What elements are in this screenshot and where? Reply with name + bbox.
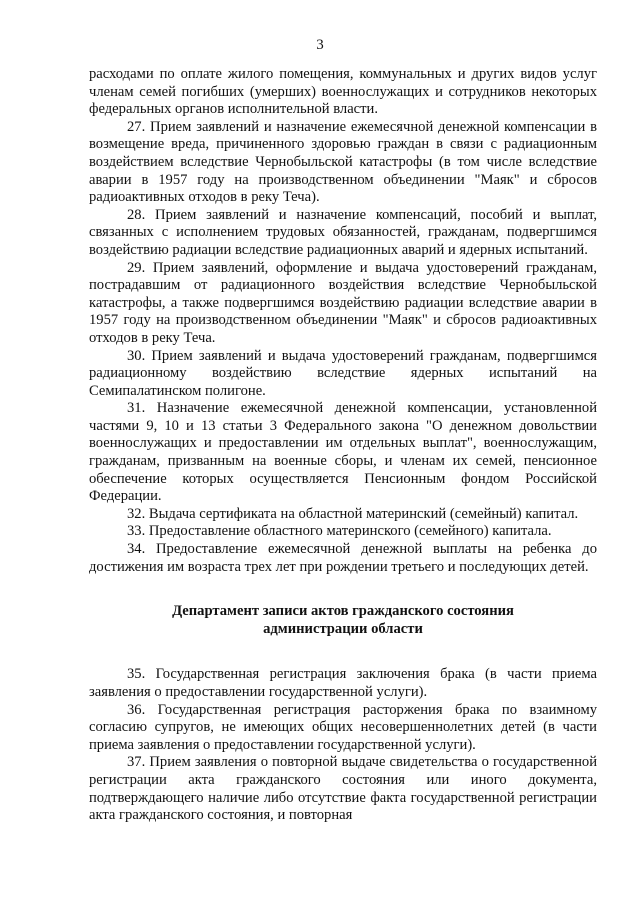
paragraph-30: 30. Прием заявлений и выдача удостоверений гражданам, подвергшимся радиационному воздействию вследствие ядерных испытаний на Семипалатинском полигоне. <box>89 347 597 399</box>
section-heading-line-1: Департамент записи актов гражданского состояния <box>172 603 514 620</box>
paragraph-28: 28. Прием заявлений и назначение компенсаций, пособий и выплат, связанных с исполнением трудовых обязанностей, гражданам, подвергшимся воздействию радиации вследствие радиационных аварий и ядерных испытаний. <box>89 206 597 258</box>
paragraph-32: 32. Выдача сертификата на областной материнский (семейный) капитал. <box>127 505 579 522</box>
paragraph-36: 36. Государственная регистрация расторжения брака по взаимному согласию супругов, не имеющих общих несовершеннолетних детей (в части приема заявления о предоставлении государственной услуги). <box>89 701 597 753</box>
paragraph-31: 31. Назначение ежемесячной денежной компенсации, установленной частями 9, 10 и 13 статьи 3 Федерального закона "О денежном довольствии военнослужащих и предоставлении им отдельных выплат", военнослужащим, гражданам, призванным на военные сборы, и членам их семей, пенсионное обеспечение которых осуществляется Пенсионным фондом Российской Федерации. <box>89 400 597 505</box>
paragraph-29: 29. Прием заявлений, оформление и выдача удостоверений гражданам, пострадавшим от радиационного воздействия вследствие Чернобыльской катастрофы, а также подвергшимся воздействию радиации вследствие аварии в 1957 году на производственном объединении "Маяк" и сбросов радиоактивных отходов в реку Теча. <box>89 259 597 346</box>
document-body <box>89 66 597 825</box>
paragraph-27: 27. Прием заявлений и назначение ежемесячной денежной компенсации в возмещение вреда, причиненного здоровью граждан в связи с радиационным воздействием вследствие Чернобыльской катастрофы (в том числе вследствие аварии в 1957 году на производственном объединении "Маяк" и сбросов радиоактивных отходов в реку Теча). <box>89 118 597 206</box>
paragraph-33: 33. Предоставление областного материнского (семейного) капитала. <box>127 523 552 540</box>
paragraph-37: 37. Прием заявления о повторной выдаче свидетельства о государственной регистрации акта гражданского состояния или иного документа, подтверждающего наличие либо отсутствие факта государственной регистрации акта гражданского состояния, и повторная <box>89 754 597 824</box>
page-number: 3 <box>316 37 324 53</box>
paragraph-continuation: расходами по оплате жилого помещения, коммунальных и других видов услуг членам семей погибших (умерших) военнослужащих и сотрудников некоторых федеральных органов исполнительной власти. <box>89 66 597 118</box>
paragraph-35: 35. Государственная регистрация заключения брака (в части приема заявления о предоставлении государственной услуги). <box>89 666 597 700</box>
section-heading <box>89 603 597 638</box>
section-heading-line-2: администрации области <box>263 620 423 637</box>
paragraph-34: 34. Предоставление ежемесячной денежной выплаты на ребенка до достижения им возраста трех лет при рождении третьего и последующих детей. <box>89 541 597 575</box>
